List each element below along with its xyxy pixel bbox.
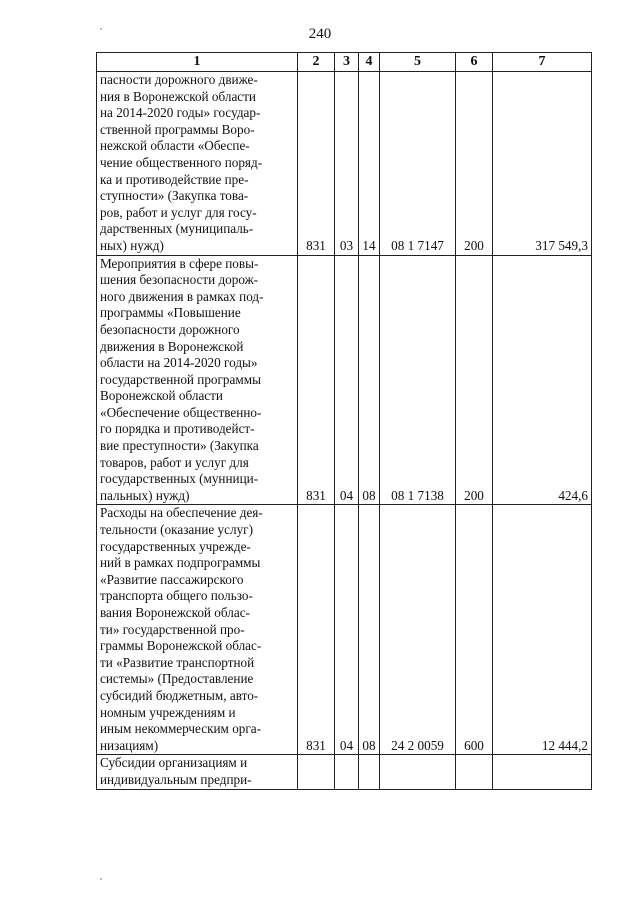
budget-table [96,52,592,790]
cell-ministry-code: 831 [298,505,335,755]
cell-expense-type [456,755,493,789]
header-row [97,53,592,72]
cell-subsection-code: 14 [359,72,380,256]
row-description: Расходы на обеспечение дея- тельности (оказание услуг) государственных учрежде- ний в рамках подпрограммы «Развитие пассажирского транспорта общего пользо- вания Воронежской облас- ти» государственной про- граммы Воронежской облас- ти «Развитие транспортной системы» (Предоставление субсидий бюджетным, авто- номным учреждениям и иным некоммерческим орга- низациям) [97,505,298,755]
cell-amount: 424,6 [493,255,592,505]
cell-target-article: 24 2 0059 [380,505,456,755]
cell-section-code: 03 [335,72,359,256]
cell-section-code: 04 [335,505,359,755]
column-header: 3 [335,53,359,72]
column-header: 7 [493,53,592,72]
cell-ministry-code: 831 [298,255,335,505]
cell-expense-type: 200 [456,255,493,505]
page-number: 240 [308,26,332,42]
table-row [97,72,592,256]
cell-subsection-code: 08 [359,505,380,755]
cell-section-code [335,755,359,789]
cell-amount: 12 444,2 [493,505,592,755]
column-header: 1 [97,53,298,72]
cell-expense-type: 200 [456,72,493,256]
cell-target-article: 08 1 7138 [380,255,456,505]
cell-ministry-code [298,755,335,789]
cell-target-article: 08 1 7147 [380,72,456,256]
column-header: 6 [456,53,493,72]
row-description: Субсидии организациям и индивидуальным предпри- [97,755,298,789]
column-header: 5 [380,53,456,72]
cell-subsection-code [359,755,380,789]
cell-amount: 317 549,3 [493,72,592,256]
column-header: 4 [359,53,380,72]
table-row [97,755,592,789]
table-row [97,505,592,755]
cell-subsection-code: 08 [359,255,380,505]
cell-expense-type: 600 [456,505,493,755]
row-description: Мероприятия в сфере повы- шения безопасности дорож- ного движения в рамках под- программы «Повышение безопасности дорожного движения в Воронежской области на 2014-2020 годы» государственной программы Воронежской области «Обеспечение общественно- го порядка и противодейст- вие преступности» (Закупка товаров, работ и услуг для государственных (мунници- пальных) нужд) [97,255,298,505]
cell-section-code: 04 [335,255,359,505]
cell-ministry-code: 831 [298,72,335,256]
column-header: 2 [298,53,335,72]
cell-target-article [380,755,456,789]
row-description: пасности дорожного движе- ния в Воронежской области на 2014-2020 годы» государ- ственной программы Воро- нежской области «Обеспе- чение общественного поряд- ка и противодействие пре- ступности» (Закупка това- ров, работ и услуг для госу- дарственных (муниципаль- ных) нужд) [97,72,298,256]
cell-amount [493,755,592,789]
table-row [97,255,592,505]
scan-speck [100,878,102,880]
